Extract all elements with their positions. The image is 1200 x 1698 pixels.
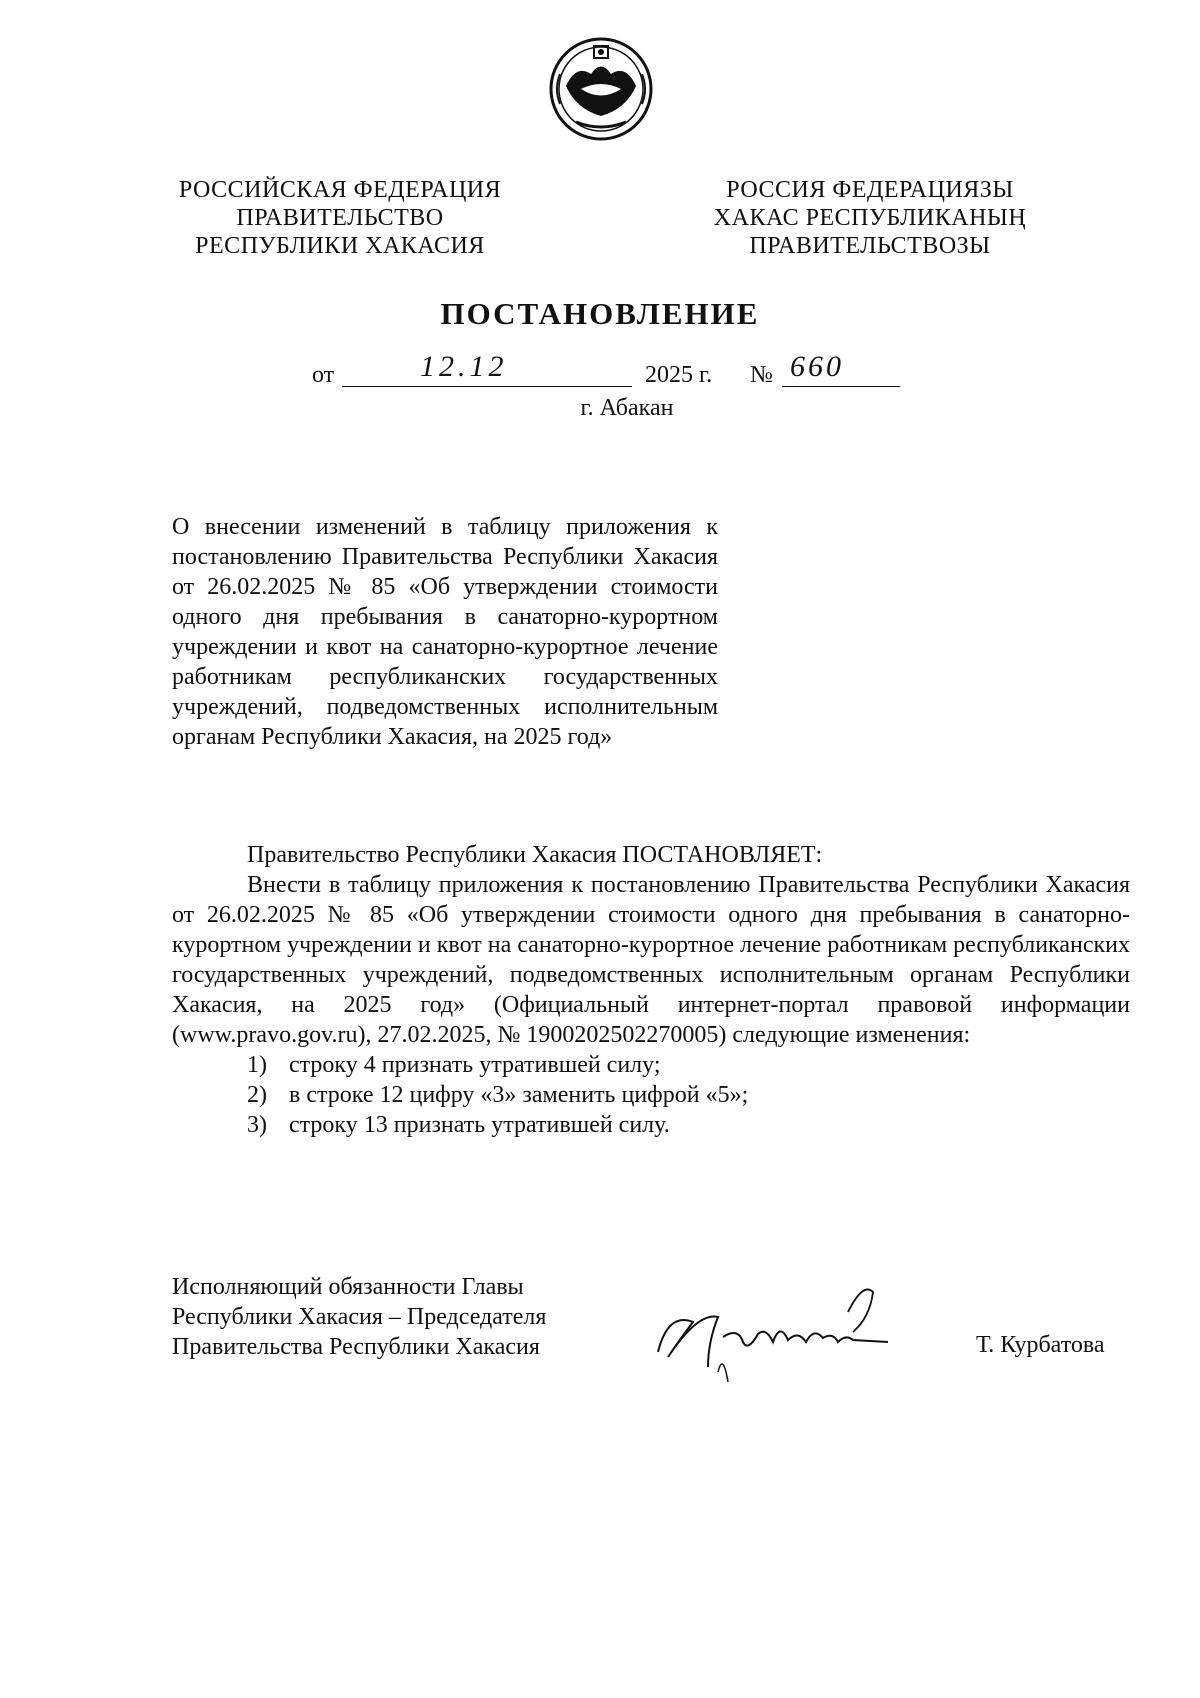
list-item [172,1110,1130,1140]
date-handwritten: 12.12 [420,350,508,383]
number-sign: № [750,362,773,388]
subject-text: О внесении изменений в таблицу приложения к постановлению Правительства Республики Хакасия от 26.02.2025 № 85 «Об утверждении стоимости одного дня пребывания в санаторно-курортном учреждении и квот на санаторно-курортное лечение работникам республиканских государственных учреждений, подведомственных исполнительным органам Республики Хакасия, на 2025 год» [172,514,718,750]
signatory-role-line-1: Исполняющий обязанности Главы [172,1274,524,1300]
body-paragraph: Внести в таблицу приложения к постановлению Правительства Республики Хакасия от 26.02.2025 № 85 «Об утверждении стоимости одного дня пребывания в санаторно-курортном учреждении и квот на санаторно-курортное лечение работникам республиканских государственных учреждений, подведомственных исполнительным органам Республики Хакасия, на 2025 год» (Официальный интернет-портал правовой информации (www.pravo.gov.ru), 27.02.2025, № 1900202502270005) следующие изменения: [172,872,1130,1048]
signatory-role-line-3: Правительства Республики Хакасия [172,1334,540,1360]
list-item [172,1050,1130,1080]
city-label: г. Абакан [580,395,674,421]
year-label: 2025 г. [645,362,713,388]
decree-line: Правительство Республики Хакасия ПОСТАНОВЛЯЕТ: [247,842,823,868]
header-left-line-3: РЕСПУБЛИКИ ХАКАСИЯ [195,233,485,259]
document-title: ПОСТАНОВЛЕНИЕ [440,296,760,331]
header-left-line-1: РОССИЙСКАЯ ФЕДЕРАЦИЯ [178,177,502,203]
header-right [690,176,1050,260]
date-prefix: от [312,362,335,388]
header-right-line-2: ХАКАС РЕСПУБЛИКАНЫҢ [713,205,1027,231]
handwritten-signature [648,1272,928,1392]
header-left [160,176,520,260]
list-item-text: строку 13 признать утратившей силу. [289,1112,670,1138]
signatory-role-line-2: Республики Хакасия – Председателя [172,1304,547,1330]
header-left-line-2: ПРАВИТЕЛЬСТВО [236,205,444,231]
coat-of-arms-emblem [546,34,656,144]
list-item-text: в строке 12 цифру «3» заменить цифрой «5»; [289,1082,749,1108]
list-item-number: 2) [247,1082,267,1108]
subject-block [172,512,718,752]
list-item-text: строку 4 признать утратившей силу; [289,1052,661,1078]
header-right-line-3: ПРАВИТЕЛЬСТВОЗЫ [749,233,991,259]
list-item [172,1080,1130,1110]
list-item-number: 1) [247,1052,267,1078]
number-handwritten: 660 [790,350,844,383]
date-underline [342,386,632,387]
number-underline [782,386,900,387]
body-text [172,840,1130,1140]
signatory-role [172,1272,546,1362]
header-right-line-1: РОССИЯ ФЕДЕРАЦИЯЗЫ [726,177,1014,203]
signatory-name: Т. Курбатова [976,1332,1105,1358]
list-item-number: 3) [247,1112,267,1138]
changes-list [172,1050,1130,1140]
